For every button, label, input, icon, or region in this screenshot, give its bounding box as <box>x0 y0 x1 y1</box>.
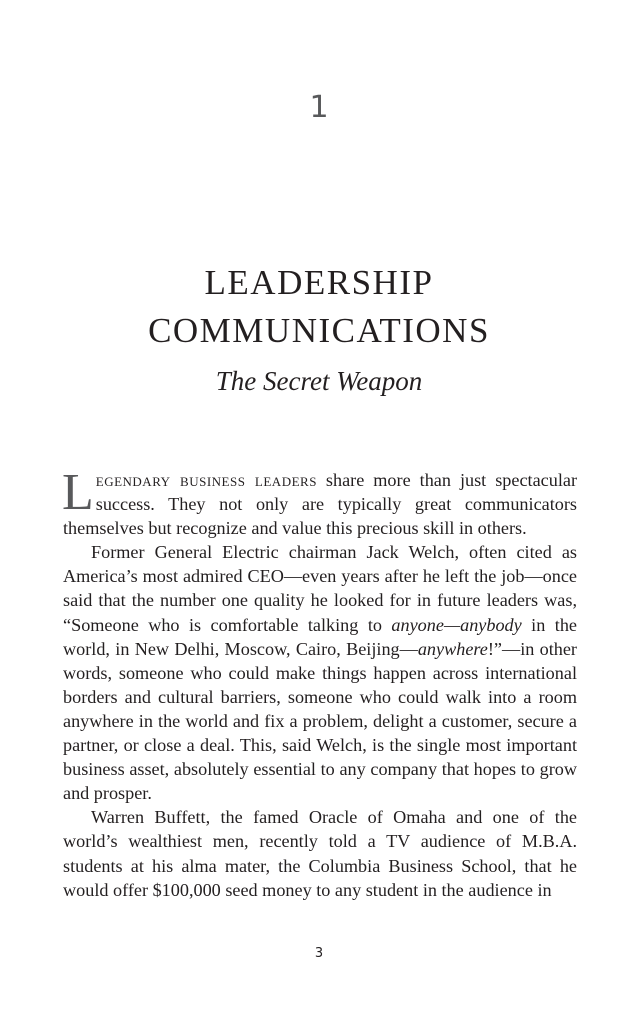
chapter-title-line-1: LEADERSHIP <box>204 263 434 302</box>
drop-cap: L <box>62 464 94 521</box>
paragraph-3 <box>63 805 577 901</box>
paragraph-1 <box>62 464 578 540</box>
paragraph-3-text: Warren Buffett, the famed Oracle of Omaha and one of the world’s wealthiest men, recently told a TV audience of M.B.A. students at his alma mater, the Columbia Business School, that he would offer $100,000 seed money to any student in the audience in <box>63 807 577 900</box>
paragraph-2-text-c: !”—in other words, someone who could make things happen across international borders and cultural barriers, someone who could walk into a room anywhere in the world and fix a problem, delight a customer, secure a partner, or close a deal. This, said Welch, is the single most important business asset, absolutely essential to any company that hopes to grow and prosper. <box>63 638 577 804</box>
lead-in-small-caps: egendary business leaders <box>95 470 317 490</box>
paragraph-2-text-b: in the world, in New Delhi, Moscow, Cairo, Beijing— <box>63 614 577 659</box>
paragraph-2-emphasis-b: anywhere <box>417 638 488 659</box>
paragraph-1-text: share more than just spectacular success. They not only are typically great communicators themselves but recognize and value this precious skill in others. <box>63 470 578 539</box>
paragraph-2-text-a: Former General Electric chairman Jack Welch, often cited as America’s most admired CEO—even years after he left the job—once said that the number one quality he looked for in future leaders was, “Someone who is comfortable talking to <box>63 542 577 635</box>
chapter-title-line-2: COMMUNICATIONS <box>148 311 490 350</box>
body-text <box>62 464 578 902</box>
page-number: 3 <box>314 946 324 961</box>
paragraph-2 <box>63 540 577 805</box>
chapter-number: 1 <box>309 90 329 125</box>
paragraph-2-emphasis-a: anyone—anybody <box>391 614 522 635</box>
chapter-subtitle: The Secret Weapon <box>215 366 423 396</box>
